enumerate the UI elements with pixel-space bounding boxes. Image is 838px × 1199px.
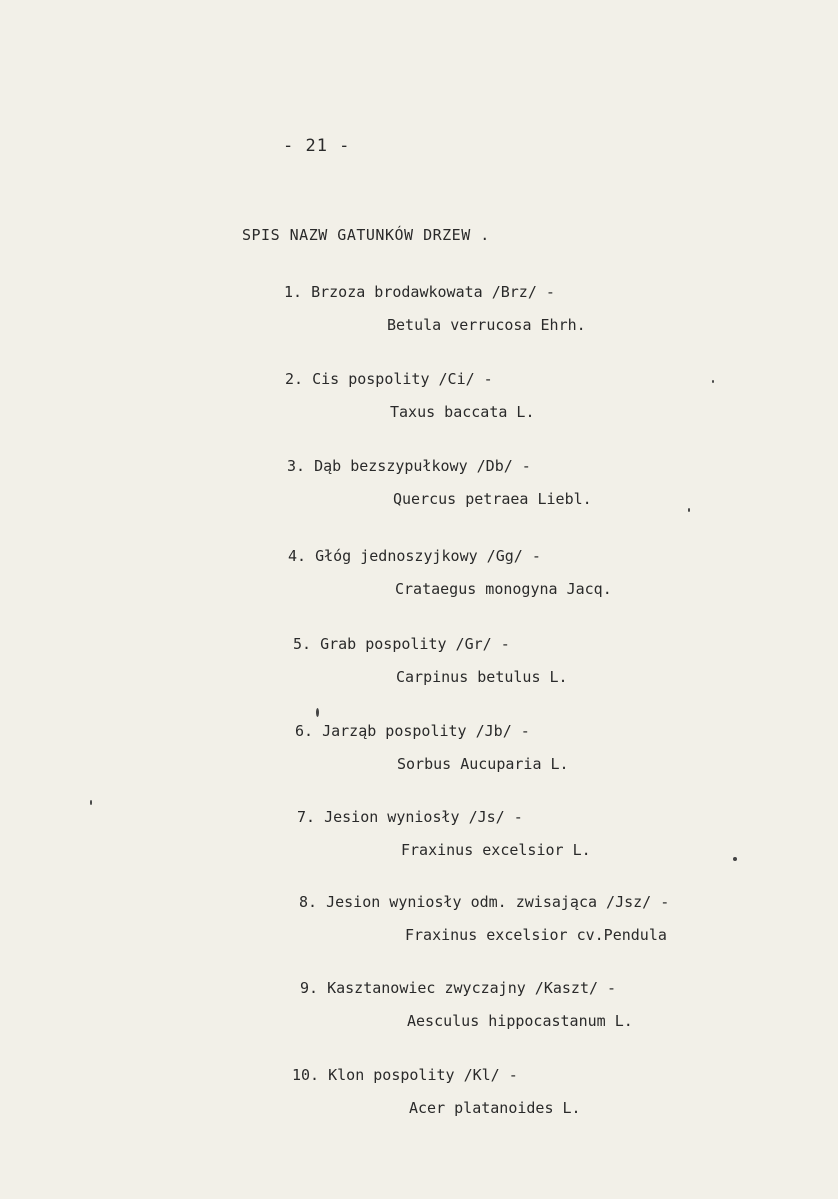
ink-speck	[688, 508, 690, 512]
latin-name: Taxus baccata L.	[390, 403, 535, 421]
latin-name: Quercus petraea Liebl.	[393, 490, 592, 508]
ink-speck	[90, 800, 92, 805]
latin-name: Sorbus Aucuparia L.	[397, 755, 569, 773]
latin-name: Crataegus monogyna Jacq.	[395, 580, 612, 598]
ink-speck	[316, 708, 319, 717]
polish-name: 10. Klon pospolity /Kl/ -	[292, 1066, 518, 1084]
polish-name: 1. Brzoza brodawkowata /Brz/ -	[284, 283, 555, 301]
latin-name: Fraxinus excelsior cv.Pendula	[405, 926, 667, 944]
polish-name: 6. Jarząb pospolity /Jb/ -	[295, 722, 530, 740]
latin-name: Betula verrucosa Ehrh.	[387, 316, 586, 334]
polish-name: 2. Cis pospolity /Ci/ -	[285, 370, 493, 388]
latin-name: Fraxinus excelsior L.	[401, 841, 591, 859]
page-number: - 21 -	[283, 136, 351, 156]
polish-name: 4. Głóg jednoszyjkowy /Gg/ -	[288, 547, 541, 565]
latin-name: Acer platanoides L.	[409, 1099, 581, 1117]
latin-name: Aesculus hippocastanum L.	[407, 1012, 633, 1030]
latin-name: Carpinus betulus L.	[396, 668, 568, 686]
polish-name: 9. Kasztanowiec zwyczajny /Kaszt/ -	[300, 979, 617, 997]
ink-speck	[733, 857, 737, 861]
polish-name: 8. Jesion wyniosły odm. zwisająca /Jsz/ -	[299, 893, 670, 911]
ink-speck	[712, 380, 714, 383]
page-title: SPIS NAZW GATUNKÓW DRZEW .	[242, 226, 490, 244]
polish-name: 3. Dąb bezszypułkowy /Db/ -	[287, 457, 531, 475]
polish-name: 5. Grab pospolity /Gr/ -	[293, 635, 510, 653]
polish-name: 7. Jesion wyniosły /Js/ -	[297, 808, 523, 826]
